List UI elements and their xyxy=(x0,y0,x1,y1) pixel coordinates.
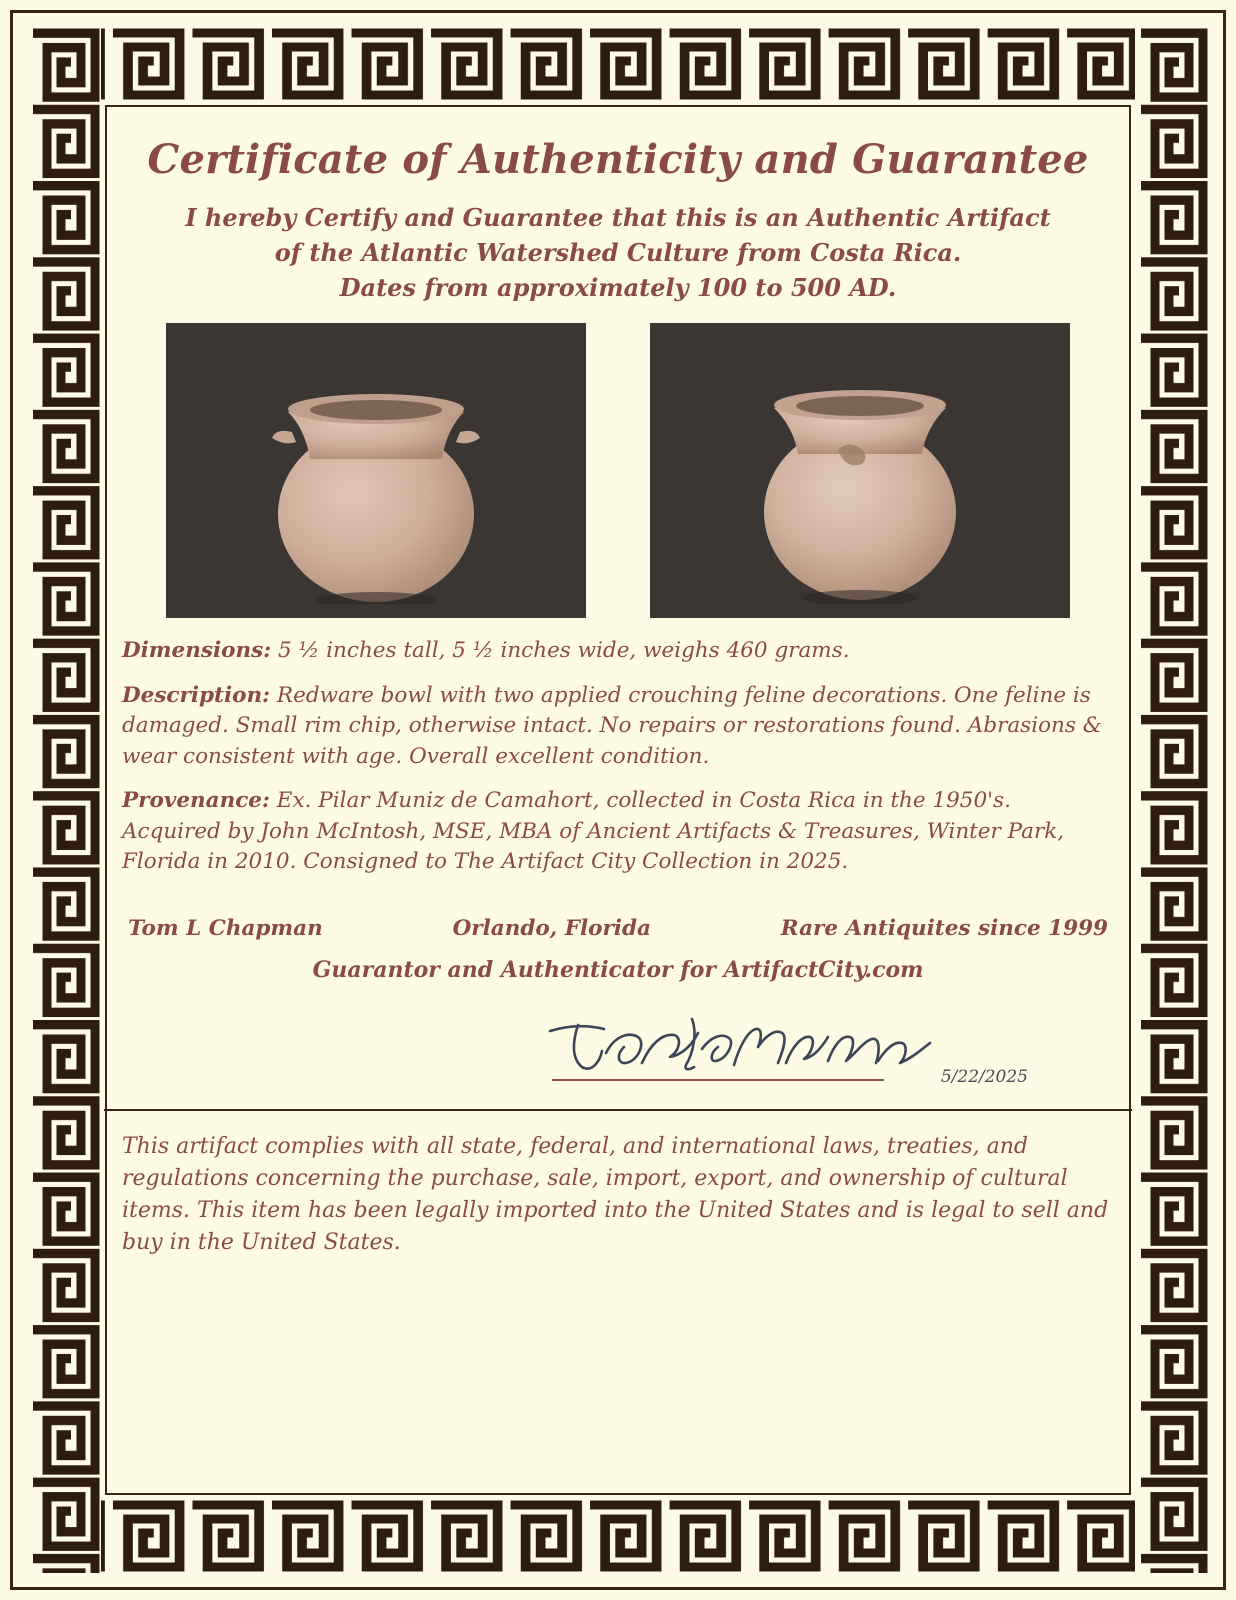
greek-key-border-right xyxy=(1135,27,1209,1573)
section-divider xyxy=(104,1109,1132,1111)
provenance-label: Provenance: xyxy=(122,788,270,814)
compliance-statement: This artifact complies with all state, federal, and international laws, treaties, and regulations concerning the purchase, sale, import, export, and ownership of cultural items. This item has been legally imported into the United States and is legal to sell and buy in the United States. xyxy=(122,1134,1109,1255)
greek-key-border-left xyxy=(27,27,101,1573)
dimensions-row xyxy=(122,636,1114,667)
dimensions-value: 5 ½ inches tall, 5 ½ inches wide, weighs 460 grams. xyxy=(278,638,850,664)
artifact-photo-side xyxy=(650,323,1070,618)
dimensions-label: Dimensions: xyxy=(122,638,272,664)
signatory-row xyxy=(122,916,1114,941)
guarantor-role-line: Guarantor and Authenticator for ArtifactCity.com xyxy=(312,957,924,983)
page-title: Certificate of Authenticity and Guarantee xyxy=(147,136,1089,183)
description-value: Redware bowl with two applied crouching feline decorations. One feline is damaged. Small rim chip, otherwise intact. No repairs or restorations found. Abrasions & wear consistent with age. Overall excellent condition. xyxy=(122,682,1102,769)
greek-key-border-top xyxy=(27,27,1209,101)
signature-area xyxy=(122,1005,1114,1101)
signatory-tagline: Rare Antiquites since 1999 xyxy=(780,916,1108,941)
greek-key-border-bottom xyxy=(27,1499,1209,1573)
signature-date: 5/22/2025 xyxy=(940,1067,1028,1087)
signatory-name: Tom L Chapman xyxy=(128,916,323,941)
artifact-photo-gallery xyxy=(122,323,1114,618)
signatory-location: Orlando, Florida xyxy=(452,916,651,941)
description-label: Description: xyxy=(122,682,271,708)
provenance-value: Ex. Pilar Muniz de Camahort, collected in Costa Rica in the 1950's. Acquired by John McIntosh, MSE, MBA of Ancient Artifacts & Treasures, Winter Park, Florida in 2010. Consigned to The Artifact City Collection in 2025. xyxy=(122,788,1065,875)
certification-statement xyxy=(122,201,1114,305)
certify-line-1: I hereby Certify and Guarantee that this is an Authentic Artifact xyxy=(185,203,1051,232)
artifact-details xyxy=(122,636,1114,878)
artifact-photo-front xyxy=(166,323,586,618)
description-row xyxy=(122,681,1114,773)
certify-line-2: of the Atlantic Watershed Culture from Costa Rica. xyxy=(274,237,962,267)
certificate-content xyxy=(104,104,1132,1496)
provenance-row xyxy=(122,786,1114,878)
handwritten-signature xyxy=(542,1009,942,1085)
certify-line-3: Dates from approximately 100 to 500 AD. xyxy=(339,272,897,302)
